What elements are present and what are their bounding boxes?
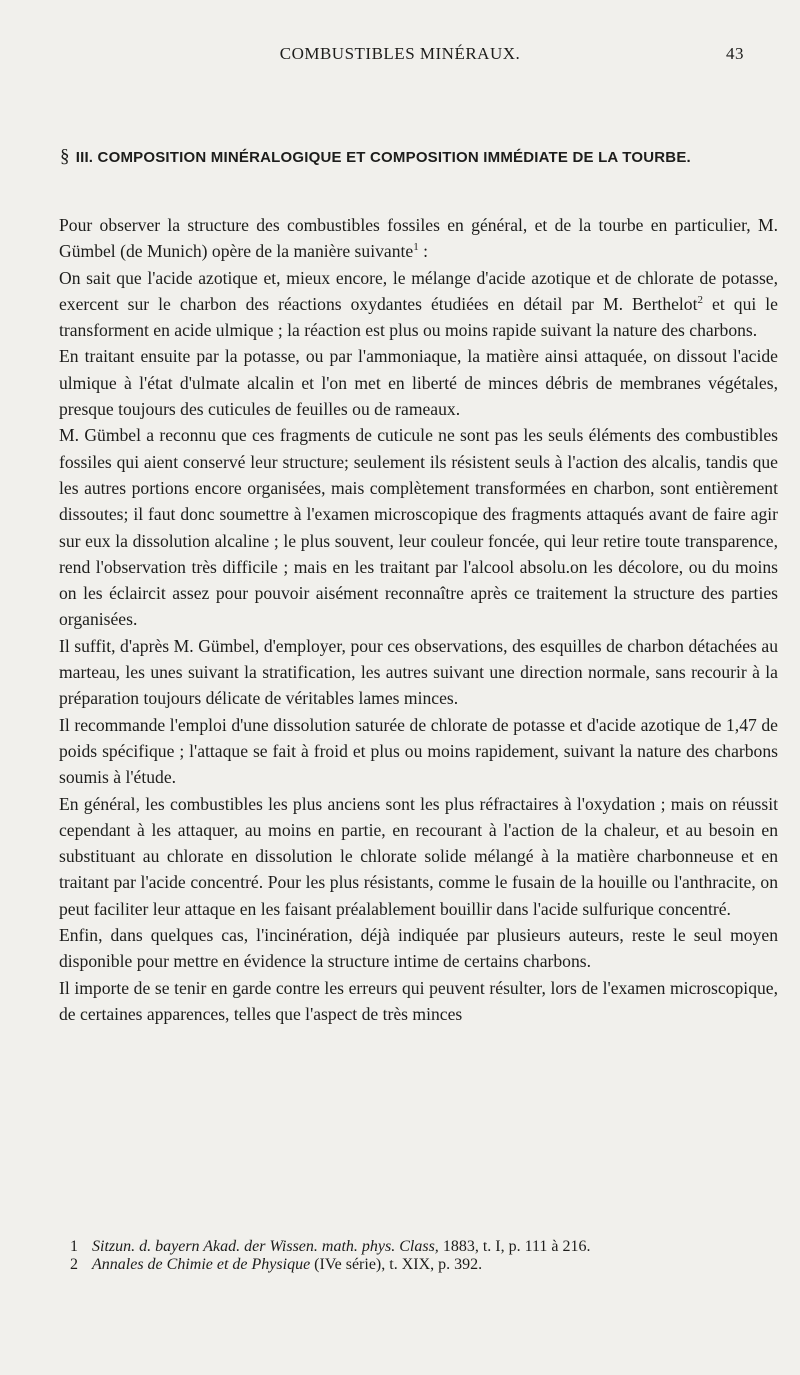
paragraph-text: et qui le transforment en acide ulmique ; la réaction est plus ou moins rapide suivant la nature des charbons. bbox=[59, 293, 778, 341]
paragraph-text: Il importe de se tenir en garde contre les erreurs qui peuvent résulter, lors de l'examen microscopique, de certaines apparences, telles que l'aspect de très minces bbox=[59, 977, 778, 1024]
section-heading-text: III. COMPOSITION MINÉRALOGIQUE ET COMPOSITION IMMÉDIATE DE LA TOURBE. bbox=[75, 149, 691, 166]
paragraph-text: Il recommande l'emploi d'une dissolution saturée de chlorate de potasse et d'acide azotique de 1,47 de poids spécifique ; l'attaque se fait à froid et plus ou moins rapidement, suivant la nature des charbons soumis à l'étude. bbox=[59, 714, 778, 788]
footnote-ref: 2 bbox=[697, 294, 703, 307]
paragraph-text: Il suffit, d'après M. Gümbel, d'employer, pour ces observations, des esquilles de charbon détachées au marteau, les unes suivant la stratification, les autres suivant une direction normale, sans recourir à la préparation toujours délicate de véritables lames minces. bbox=[59, 635, 778, 709]
section-heading bbox=[60, 146, 760, 168]
footnote-number: 2 bbox=[70, 1256, 78, 1273]
paragraph bbox=[59, 791, 778, 922]
paragraph bbox=[59, 343, 778, 422]
footnote-details: (IVe série), t. XIX, p. 392. bbox=[310, 1256, 483, 1273]
paragraph-text: M. Gümbel a reconnu que ces fragments de cuticule ne sont pas les seuls éléments des combustibles fossiles qui aient conservé leur structure; seulement ils résistent seuls à l'action des alcalis, tandis que les autres portions encore organisées, mais complètement transformées en charbon, sont entièrement dissoutes; il faut donc soumettre à l'examen microscopique des fragments attaqués avant de faire agir sur eux la dissolution alcaline ; le plus souvent, leur couleur foncée, qui leur retire toute transparence, rend l'observation très difficile ; mais en les traitant par l'alcool absolu.on les décolore, ou du moins on les éclaircit assez pour pouvoir aisément reconnaître après ce traitement la structure des parties organisées. bbox=[59, 425, 778, 630]
body-text bbox=[59, 212, 778, 1027]
paragraph-text: : bbox=[418, 241, 428, 262]
running-title: COMBUSTIBLES MINÉRAUX. bbox=[279, 44, 521, 63]
footnotes bbox=[70, 1238, 760, 1274]
footnote bbox=[70, 1238, 760, 1256]
paragraph bbox=[59, 422, 778, 632]
paragraph-text: En traitant ensuite par la potasse, ou par l'ammoniaque, la matière ainsi attaquée, on dissout l'acide ulmique à l'état d'ulmate alcalin et l'on met en liberté de minces débris de membranes végétales, presque toujours des cuticules de feuilles ou de rameaux. bbox=[59, 346, 778, 420]
paragraph-text: On sait que l'acide azotique et, mieux encore, le mélange d'acide azotique et de chlorate de potasse, exercent sur le charbon des réactions oxydantes étudiées en détail par M. Berthelot bbox=[59, 267, 778, 314]
footnote-details: 1883, t. I, p. 111 à 216. bbox=[438, 1238, 591, 1255]
page-number: 43 bbox=[726, 44, 744, 63]
paragraph bbox=[59, 265, 778, 344]
paragraph bbox=[59, 633, 778, 712]
footnote-ref: 1 bbox=[413, 241, 419, 254]
paragraph bbox=[59, 922, 778, 975]
paragraph bbox=[59, 212, 778, 265]
paragraph bbox=[59, 975, 778, 1028]
paragraph-text: Enfin, dans quelques cas, l'incinération, déjà indiquée par plusieurs auteurs, reste le seul moyen disponible pour mettre en évidence la structure intime de certains charbons. bbox=[59, 925, 778, 972]
running-head bbox=[0, 44, 800, 74]
paragraph bbox=[59, 712, 778, 791]
footnote bbox=[70, 1256, 760, 1274]
footnote-source: Annales de Chimie et de Physique bbox=[92, 1256, 311, 1273]
paragraph-text: Pour observer la structure des combustibles fossiles en général, et de la tourbe en particulier, M. Gümbel (de Munich) opère de la manière suivante bbox=[59, 215, 778, 262]
paragraph-text: En général, les combustibles les plus anciens sont les plus réfractaires à l'oxydation ; mais on réussit cependant à les attaquer, au moins en partie, en recourant à l'action de la chaleur, et au besoin en substituant au chlorate en dissolution le chlorate solide mélangé à la matière charbonneuse et en traitant par l'acide concentré. Pour les plus résistants, comme le fusain de la houille ou l'anthracite, on peut faciliter leur attaque en les faisant préalablement bouillir dans l'acide sulfurique concentré. bbox=[59, 793, 778, 919]
footnote-number: 1 bbox=[70, 1238, 78, 1255]
footnote-source: Sitzun. d. bayern Akad. der Wissen. math. phys. Class, bbox=[92, 1238, 439, 1255]
section-sign: § bbox=[60, 146, 70, 167]
